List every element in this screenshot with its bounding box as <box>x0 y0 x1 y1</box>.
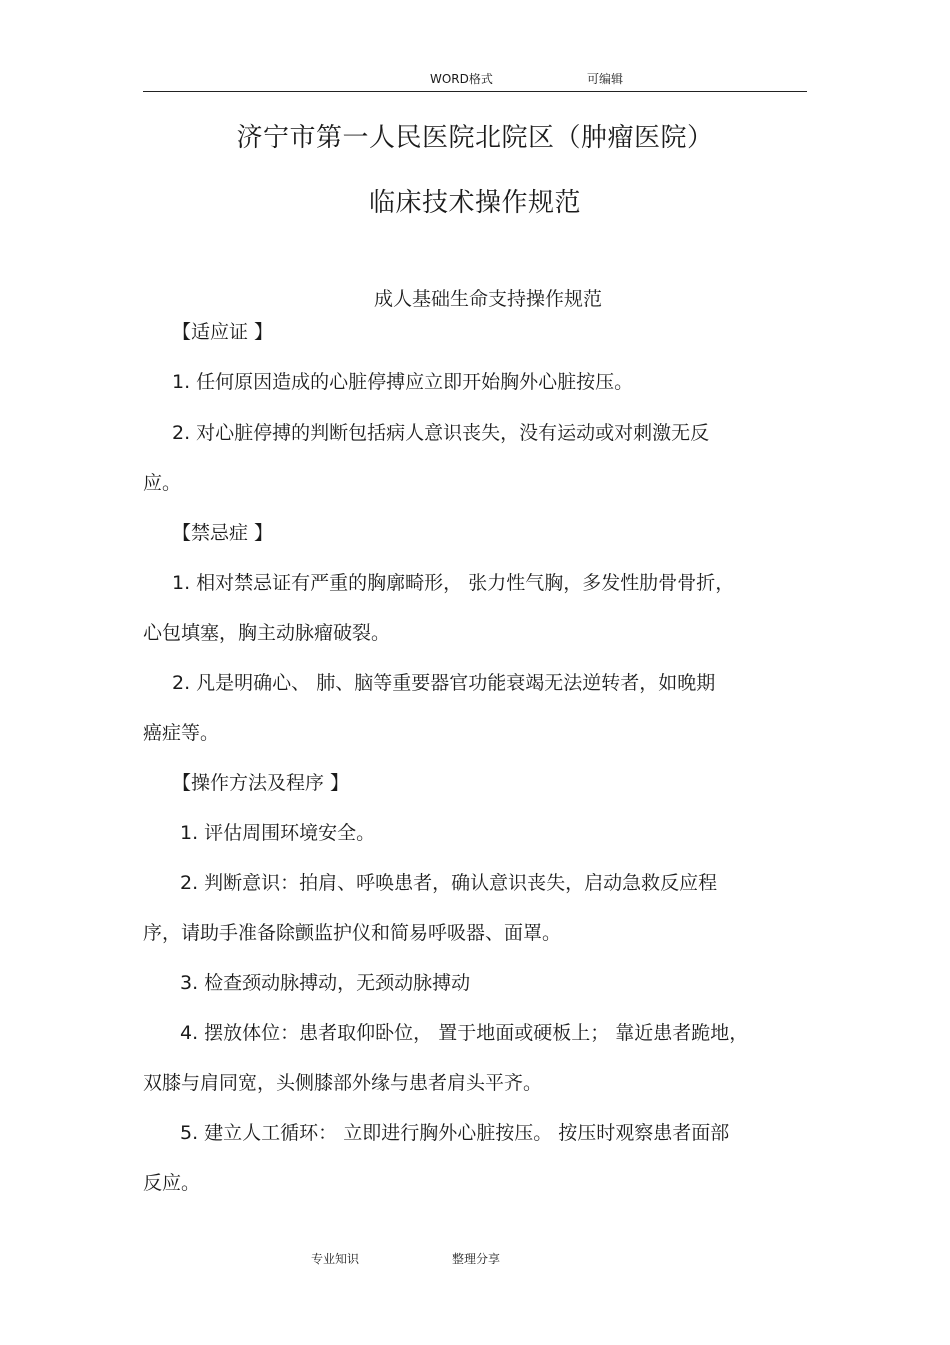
document-title: 济宁市第一人民医院北院区（肿瘤医院） <box>236 123 714 153</box>
procedure-step-4-line-1: 4. 摆放体位：患者取仰卧位， 置于地面或硬板上； 靠近患者跪地， <box>180 1022 749 1044</box>
footer-right-label: 整理分享 <box>452 1252 501 1266</box>
indication-item-2-line-2: 应。 <box>143 472 182 494</box>
procedure-step-2-line-1: 2. 判断意识：拍肩、呼唤患者，确认意识丧失，启动急救反应程 <box>180 872 718 894</box>
page-header <box>0 70 950 90</box>
procedure-step-5-line-1: 5. 建立人工循环： 立即进行胸外心脏按压。 按压时观察患者面部 <box>180 1122 730 1144</box>
document-subtitle: 临床技术操作规范 <box>368 188 581 218</box>
procedure-step-3: 3. 检查颈动脉搏动，无颈动脉搏动 <box>180 972 471 994</box>
header-format-label: WORD格式 <box>430 72 493 86</box>
indications-heading: 【适应证 】 <box>172 321 274 343</box>
procedure-step-5-line-2: 反应。 <box>143 1172 201 1194</box>
contraindication-item-2-line-2: 癌症等。 <box>143 722 220 744</box>
section-title: 成人基础生命支持操作规范 <box>373 288 602 310</box>
procedure-heading: 【操作方法及程序 】 <box>172 772 350 794</box>
procedure-step-4-line-2: 双膝与肩同宽，头侧膝部外缘与患者肩头平齐。 <box>143 1072 543 1094</box>
procedure-step-1: 1. 评估周围环境安全。 <box>180 822 376 844</box>
indication-item-1: 1. 任何原因造成的心脏停搏应立即开始胸外心脏按压。 <box>172 371 634 393</box>
footer-left-label: 专业知识 <box>311 1252 360 1266</box>
contraindication-item-2-line-1: 2. 凡是明确心、 肺、脑等重要器官功能衰竭无法逆转者，如晚期 <box>172 672 716 694</box>
header-editable-label: 可编辑 <box>587 72 624 86</box>
indication-item-2-line-1: 2. 对心脏停搏的判断包括病人意识丧失，没有运动或对刺激无反 <box>172 422 710 444</box>
procedure-step-2-line-2: 序，请助手准备除颤监护仪和简易呼吸器、面罩。 <box>143 922 562 944</box>
header-divider <box>143 91 807 92</box>
contraindication-item-1-line-2: 心包填塞，胸主动脉瘤破裂。 <box>143 622 391 644</box>
contraindication-item-1-line-1: 1. 相对禁忌证有严重的胸廓畸形， 张力性气胸，多发性肋骨骨折， <box>172 572 735 594</box>
contraindications-heading: 【禁忌症 】 <box>172 522 274 544</box>
